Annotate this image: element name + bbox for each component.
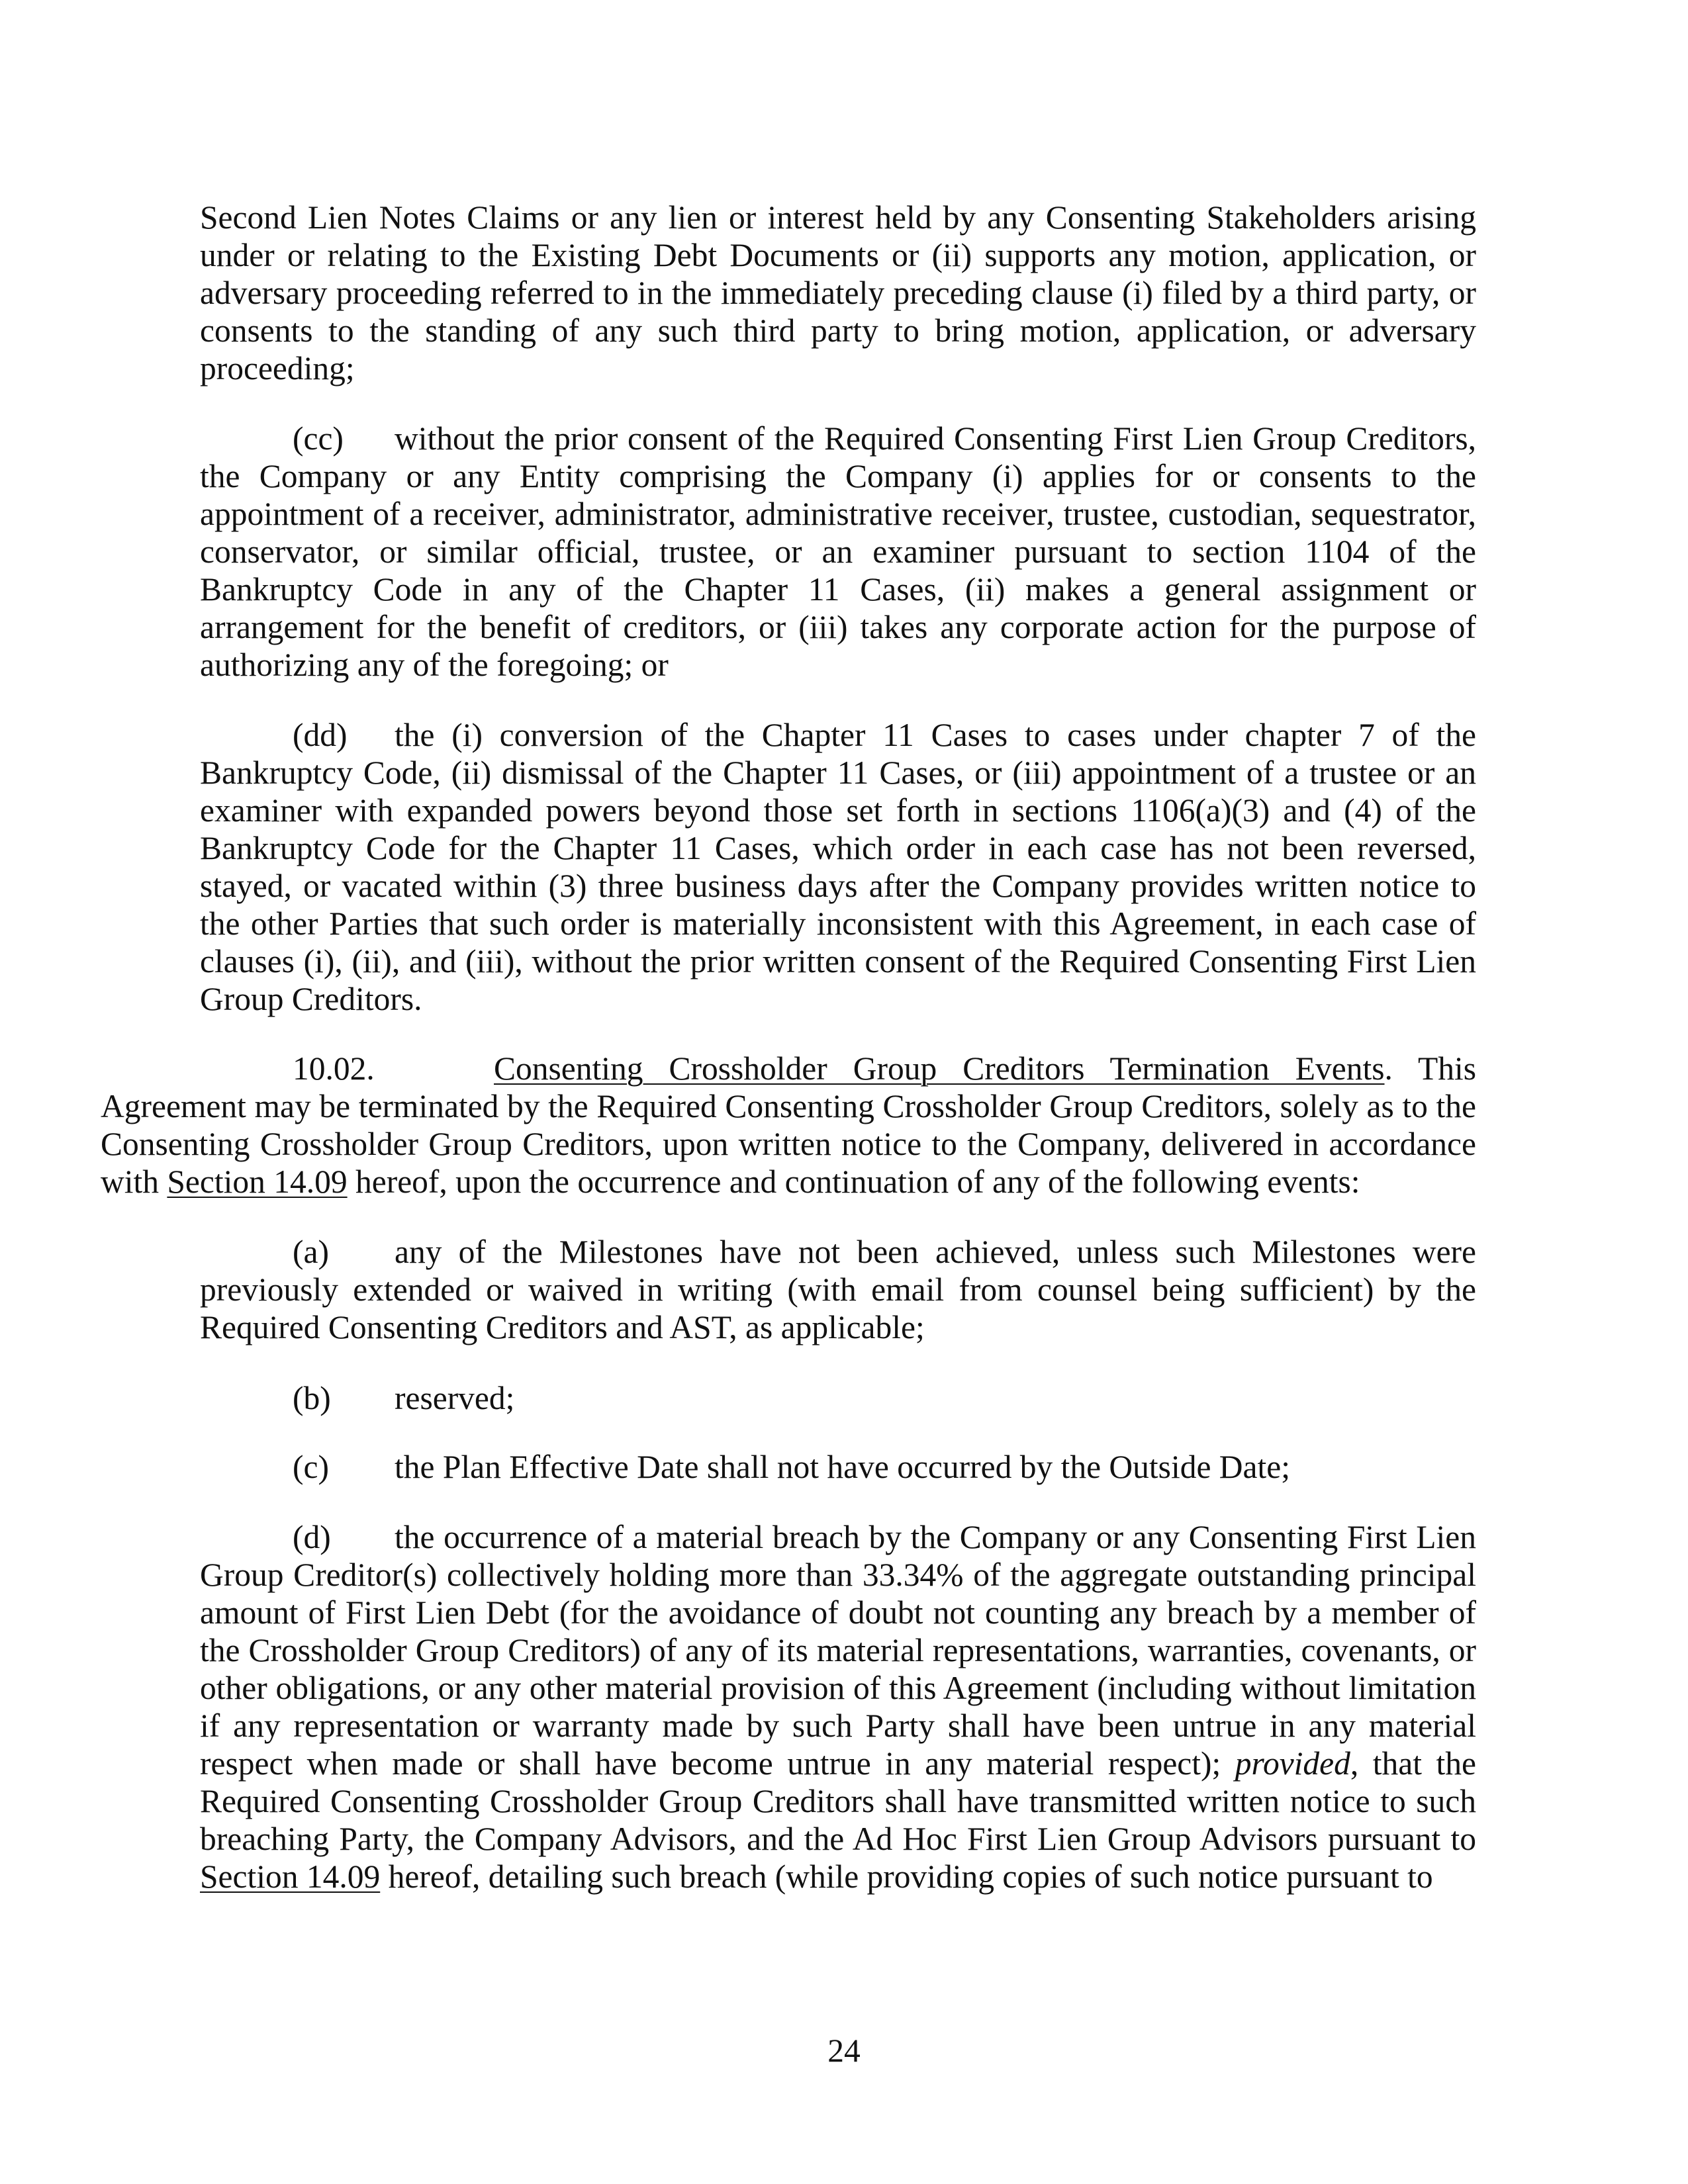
clause-d <box>200 1518 1476 1895</box>
clause-c <box>200 1448 1476 1486</box>
section-heading: Consenting Crossholder Group Creditors Termination Events <box>494 1050 1385 1087</box>
section-reference: Section 14.09 <box>200 1858 381 1895</box>
section-text: . This Agreement may be terminated by the Required Consenting Crossholder Group Creditors, solely as to the Consenting Crossholder Group Creditors, upon written notice to the Company, delivered in accordance with <box>101 1050 1477 1200</box>
clause-label: (a) <box>293 1234 329 1270</box>
clause-dd <box>200 716 1476 1018</box>
clause-b <box>200 1379 1476 1417</box>
page-number: 24 <box>827 2032 861 2069</box>
clause-text: any of the Milestones have not been achieved, unless such Milestones were previously extended or waived in writing (with email from counsel being sufficient) by the Required Consenting Creditors and AST, as applicable; <box>200 1234 1476 1345</box>
clause-label: (c) <box>293 1449 329 1485</box>
clause-text: , that the Required Consenting Crossholder Group Creditors shall have transmitted written notice to such breaching Party, the Company Advisors, and the Ad Hoc First Lien Group Advisors pursuant to <box>200 1745 1477 1857</box>
clause-label: (d) <box>293 1519 331 1555</box>
paragraph-continuation: Second Lien Notes Claims or any lien or interest held by any Consenting Stakeholders arising under or relating to the Existing Debt Documents or (ii) supports any motion, application, or adversary proceeding referred to in the immediately preceding clause (i) filed by a third party, or consents to the standing of any such third party to bring motion, application, or adversary proceeding; <box>200 199 1476 387</box>
clause-text: the Plan Effective Date shall not have occurred by the Outside Date; <box>395 1449 1290 1485</box>
section-number: 10.02. <box>293 1050 375 1087</box>
section-text: hereof, upon the occurrence and continuation of any of the following events: <box>347 1163 1360 1200</box>
section-10-02 <box>101 1050 1476 1201</box>
clause-text: reserved; <box>395 1380 515 1416</box>
clause-cc <box>200 420 1476 684</box>
clause-label: (b) <box>293 1380 331 1416</box>
clause-label: (dd) <box>293 717 348 753</box>
clause-text: the (i) conversion of the Chapter 11 Cases to cases under chapter 7 of the Bankruptcy Code, (ii) dismissal of the Chapter 11 Cases, or (iii) appointment of a trustee or an examiner with expanded powers beyond those set forth in sections 1106(a)(3) and (4) of the Bankruptcy Code for the Chapter 11 Cases, which order in each case has not been reversed, stayed, or vacated within (3) three business days after the Company provides written notice to the other Parties that such order is materially inconsistent with this Agreement, in each case of clauses (i), (ii), and (iii), without the prior written consent of the Required Consenting First Lien Group Creditors. <box>200 717 1476 1017</box>
section-reference: Section 14.09 <box>167 1163 348 1200</box>
clause-text: hereof, detailing such breach (while providing copies of such notice pursuant to <box>380 1858 1433 1895</box>
clause-label: (cc) <box>293 420 344 457</box>
clause-text: without the prior consent of the Required Consenting First Lien Group Creditors, the Company or any Entity comprising the Company (i) applies for or consents to the appointment of a receiver, administrator, administrative receiver, trustee, custodian, sequestrator, conservator, or similar official, trustee, or an examiner pursuant to section 1104 of the Bankruptcy Code in any of the Chapter 11 Cases, (ii) makes a general assignment or arrangement for the benefit of creditors, or (iii) takes any corporate action for the purpose of authorizing any of the foregoing; or <box>200 420 1476 683</box>
clause-a <box>200 1233 1476 1346</box>
italic-term: provided <box>1235 1745 1350 1782</box>
clause-text: the occurrence of a material breach by the Company or any Consenting First Lien Group Creditor(s) collectively holding more than 33.34% of the aggregate outstanding principal amount of First Lien Debt (for the avoidance of doubt not counting any breach by a member of the Crossholder Group Creditors) of any of its material representations, warranties, covenants, or other obligations, or any other material provision of this Agreement (including without limitation if any representation or warranty made by such Party shall have been untrue in any material respect when made or shall have become untrue in any material respect); <box>200 1519 1476 1782</box>
